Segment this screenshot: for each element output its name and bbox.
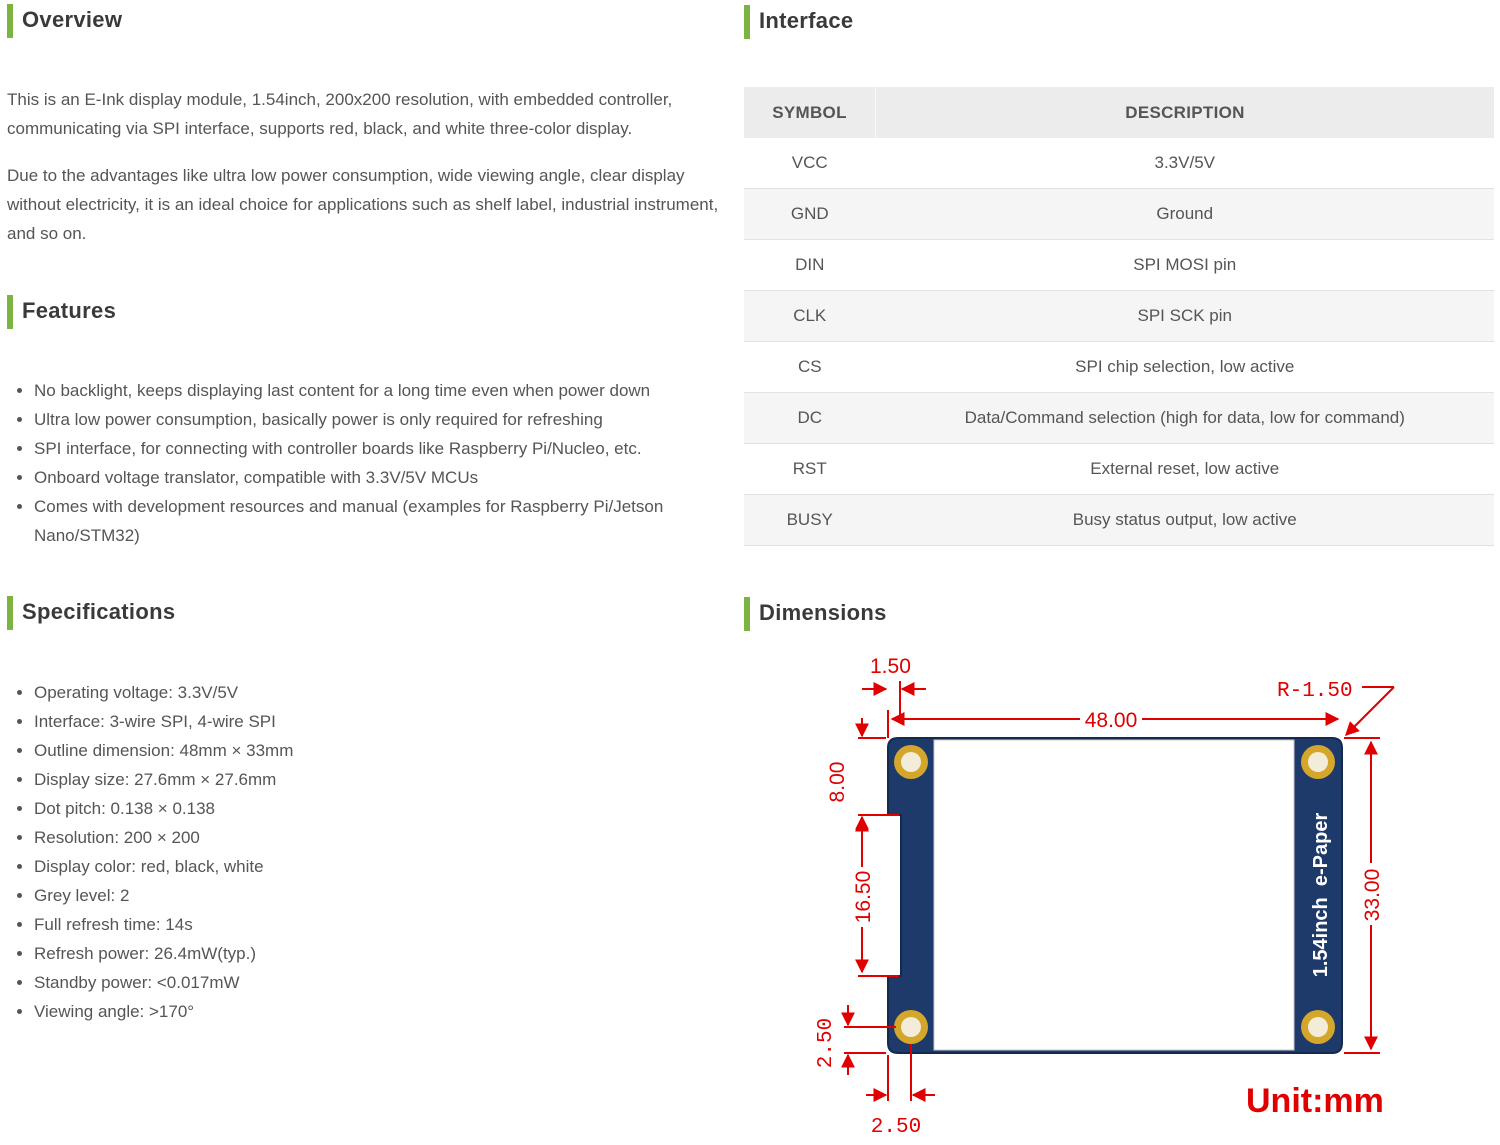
overview-paragraph-1: This is an E-Ink display module, 1.54inch, 200x200 resolution, with embedded controller, communicating via SPI interface, supports red, black, and white three-color display. [7,90,673,138]
display-panel [934,740,1294,1050]
features-list [7,376,707,550]
list-item: Comes with development resources and manual (examples for Raspberry Pi/Jetson Nano/STM32) [7,492,707,550]
dimensions-heading: Dimensions [744,597,887,631]
unit-label: Unit:mm [1246,1082,1384,1120]
dim-label-bottom-horizontal: 2.50 [870,1116,922,1139]
overview-paragraph-2: Due to the advantages like ultra low power consumption, wide viewing angle, clear display without electricity, it is an ideal choice for applications such as shelf label, industrial instrument, and so on. [7,166,719,243]
dim-label-width: 48.00 [1084,709,1138,732]
mounting-hole-top-right [1301,745,1335,779]
overview-heading: Overview [7,4,122,38]
table-row [744,138,1494,189]
description-cell: SPI MOSI pin [876,240,1495,291]
list-item: Interface: 3-wire SPI, 4-wire SPI [7,707,707,736]
list-item: Viewing angle: >170° [7,997,707,1026]
description-cell: Busy status output, low active [876,495,1495,546]
list-item: No backlight, keeps displaying last content for a long time even when power down [7,376,707,405]
list-item: Grey level: 2 [7,881,707,910]
list-item: Display size: 27.6mm × 27.6mm [7,765,707,794]
table-row [744,444,1494,495]
column-header-symbol: SYMBOL [744,87,876,138]
dim-label-notch-top: 8.00 [826,761,849,803]
symbol-cell: CS [744,342,876,393]
list-item: Standby power: <0.017mW [7,968,707,997]
specifications-heading: Specifications [7,596,175,630]
list-item: Ultra low power consumption, basically power is only required for refreshing [7,405,707,434]
dim-label-notch-length: 16.50 [852,870,875,924]
list-item: Resolution: 200 × 200 [7,823,707,852]
specifications-list [7,678,707,1026]
symbol-cell: DC [744,393,876,444]
description-cell: Data/Command selection (high for data, low for command) [876,393,1495,444]
table-row [744,342,1494,393]
column-header-description: DESCRIPTION [876,87,1495,138]
list-item: Full refresh time: 14s [7,910,707,939]
mounting-hole-bottom-left [894,1010,928,1044]
table-row [744,189,1494,240]
list-item: Outline dimension: 48mm × 33mm [7,736,707,765]
dim-label-bottom-vertical: 2.50 [815,1017,838,1069]
symbol-cell: DIN [744,240,876,291]
description-cell: 3.3V/5V [876,138,1495,189]
dim-label-1-50: 1.50 [870,655,911,678]
dim-label-height: 33.00 [1361,868,1384,922]
board-silkscreen-text: 1.54inch e-Paper [1310,812,1332,978]
description-cell: External reset, low active [876,444,1495,495]
symbol-cell: VCC [744,138,876,189]
symbol-cell: GND [744,189,876,240]
list-item: Onboard voltage translator, compatible with 3.3V/5V MCUs [7,463,707,492]
mounting-hole-bottom-right [1301,1010,1335,1044]
description-cell: SPI chip selection, low active [876,342,1495,393]
list-item: Display color: red, black, white [7,852,707,881]
symbol-cell: BUSY [744,495,876,546]
table-row [744,291,1494,342]
symbol-cell: CLK [744,291,876,342]
symbol-cell: RST [744,444,876,495]
interface-table [744,87,1494,546]
dimension-diagram [800,645,1440,1140]
description-cell: SPI SCK pin [876,291,1495,342]
list-item: SPI interface, for connecting with controller boards like Raspberry Pi/Nucleo, etc. [7,434,707,463]
table-row [744,495,1494,546]
list-item: Operating voltage: 3.3V/5V [7,678,707,707]
table-row [744,393,1494,444]
list-item: Dot pitch: 0.138 × 0.138 [7,794,707,823]
dim-label-corner-radius: R-1.50 [1277,680,1353,703]
features-heading: Features [7,295,116,329]
list-item: Refresh power: 26.4mW(typ.) [7,939,707,968]
table-row [744,240,1494,291]
description-cell: Ground [876,189,1495,240]
mounting-hole-top-left [894,745,928,779]
interface-heading: Interface [744,5,853,39]
table-header-row [744,87,1494,138]
